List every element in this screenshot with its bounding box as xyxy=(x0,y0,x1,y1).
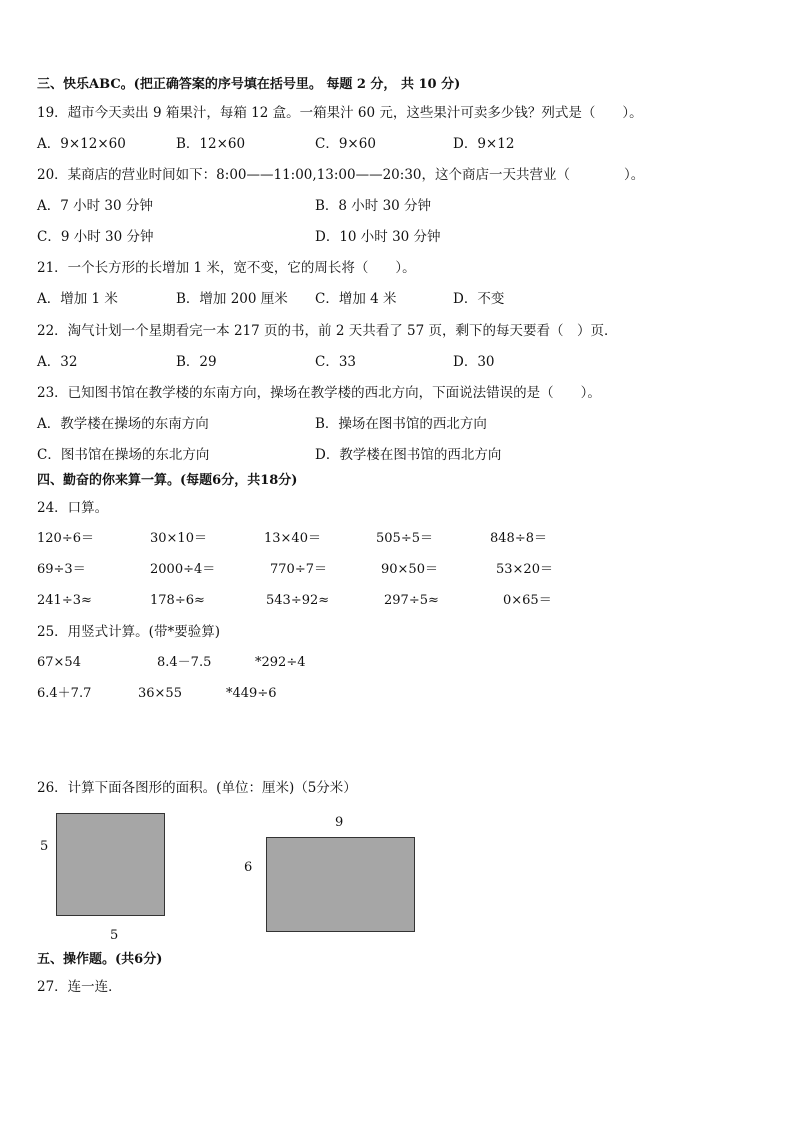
q21-option-a: A．增加 1 米 xyxy=(37,291,118,307)
question-23-stem: 23．已知图书馆在教学楼的东南方向，操场在教学楼的西北方向，下面说法错误的是（ ）。 xyxy=(37,385,601,401)
mental-calc-item: 69÷3＝ xyxy=(37,562,86,577)
q21-option-c: C．增加 4 米 xyxy=(315,291,397,307)
vertical-calc-item: *449÷6 xyxy=(226,686,277,701)
q23-option-c: C．图书馆在操场的东北方向 xyxy=(37,447,210,463)
q20-option-c: C．9 小时 30 分钟 xyxy=(37,229,154,245)
mental-calc-item: 13×40＝ xyxy=(264,531,321,546)
section-5-title: 五、操作题。(共6分) xyxy=(37,952,163,967)
rectangle-top-label: 9 xyxy=(335,815,344,830)
question-19-stem: 19．超市今天卖出 9 箱果汁，每箱 12 盒。一箱果汁 60 元，这些果汁可卖多少钱？列式是（ ）。 xyxy=(37,105,643,121)
mental-calc-item: 53×20＝ xyxy=(496,562,553,577)
q22-option-c: C．33 xyxy=(315,354,357,370)
section-4-title: 四、勤奋的你来算一算。(每题6分，共18分) xyxy=(37,473,298,488)
square-bottom-label: 5 xyxy=(110,928,119,943)
mental-calc-item: 770÷7＝ xyxy=(270,562,327,577)
square-figure xyxy=(56,813,165,916)
q23-option-d: D．教学楼在图书馆的西北方向 xyxy=(315,447,502,463)
q21-option-b: B．增加 200 厘米 xyxy=(176,291,288,307)
square-side-label: 5 xyxy=(40,839,49,854)
q22-option-a: A．32 xyxy=(37,354,78,370)
q22-option-d: D．30 xyxy=(453,354,495,370)
vertical-calc-item: 8.4－7.5 xyxy=(157,655,212,670)
question-24-stem: 24．口算。 xyxy=(37,500,109,516)
mental-calc-item: 505÷5＝ xyxy=(376,531,433,546)
mental-calc-item: 241÷3≈ xyxy=(37,593,92,608)
q20-option-b: B．8 小时 30 分钟 xyxy=(315,198,432,214)
vertical-calc-item: 36×55 xyxy=(138,686,182,701)
vertical-calc-item: *292÷4 xyxy=(255,655,306,670)
vertical-calc-item: 6.4＋7.7 xyxy=(37,686,92,701)
question-20-stem: 20．某商店的营业时间如下：8:00——11:00,13:00——20:30，这个商店一天共营业（ ）。 xyxy=(37,167,645,183)
q20-option-d: D．10 小时 30 分钟 xyxy=(315,229,441,245)
q19-option-b: B．12×60 xyxy=(176,136,246,152)
vertical-calc-item: 67×54 xyxy=(37,655,81,670)
q20-option-a: A．7 小时 30 分钟 xyxy=(37,198,153,214)
question-21-stem: 21．一个长方形的长增加 1 米，宽不变，它的周长将（ ）。 xyxy=(37,260,416,276)
mental-calc-item: 0×65＝ xyxy=(503,593,552,608)
mental-calc-item: 297÷5≈ xyxy=(384,593,439,608)
question-22-stem: 22．淘气计划一个星期看完一本 217 页的书，前 2 天共看了 57 页，剩下的每天要看（ ）页． xyxy=(37,323,618,339)
mental-calc-item: 120÷6＝ xyxy=(37,531,94,546)
question-26-stem: 26．计算下面各图形的面积。(单位：厘米)（5分米） xyxy=(37,780,357,796)
mental-calc-item: 178÷6≈ xyxy=(150,593,205,608)
q19-option-d: D．9×12 xyxy=(453,136,515,152)
question-25-stem: 25．用竖式计算。(带*要验算) xyxy=(37,624,220,640)
q21-option-d: D．不变 xyxy=(453,291,505,307)
mental-calc-item: 2000÷4＝ xyxy=(150,562,216,577)
mental-calc-item: 848÷8＝ xyxy=(490,531,547,546)
rectangle-side-label: 6 xyxy=(244,860,253,875)
rectangle-figure xyxy=(266,837,415,932)
section-3-title: 三、快乐ABC。(把正确答案的序号填在括号里。 每题 2 分， 共 10 分) xyxy=(37,77,461,92)
q23-option-a: A．教学楼在操场的东南方向 xyxy=(37,416,209,432)
mental-calc-item: 543÷92≈ xyxy=(266,593,330,608)
mental-calc-item: 90×50＝ xyxy=(381,562,438,577)
mental-calc-item: 30×10＝ xyxy=(150,531,207,546)
q23-option-b: B．操场在图书馆的西北方向 xyxy=(315,416,487,432)
q22-option-b: B．29 xyxy=(176,354,217,370)
question-27-stem: 27．连一连． xyxy=(37,979,122,995)
q19-option-a: A．9×12×60 xyxy=(37,136,126,152)
q19-option-c: C．9×60 xyxy=(315,136,376,152)
